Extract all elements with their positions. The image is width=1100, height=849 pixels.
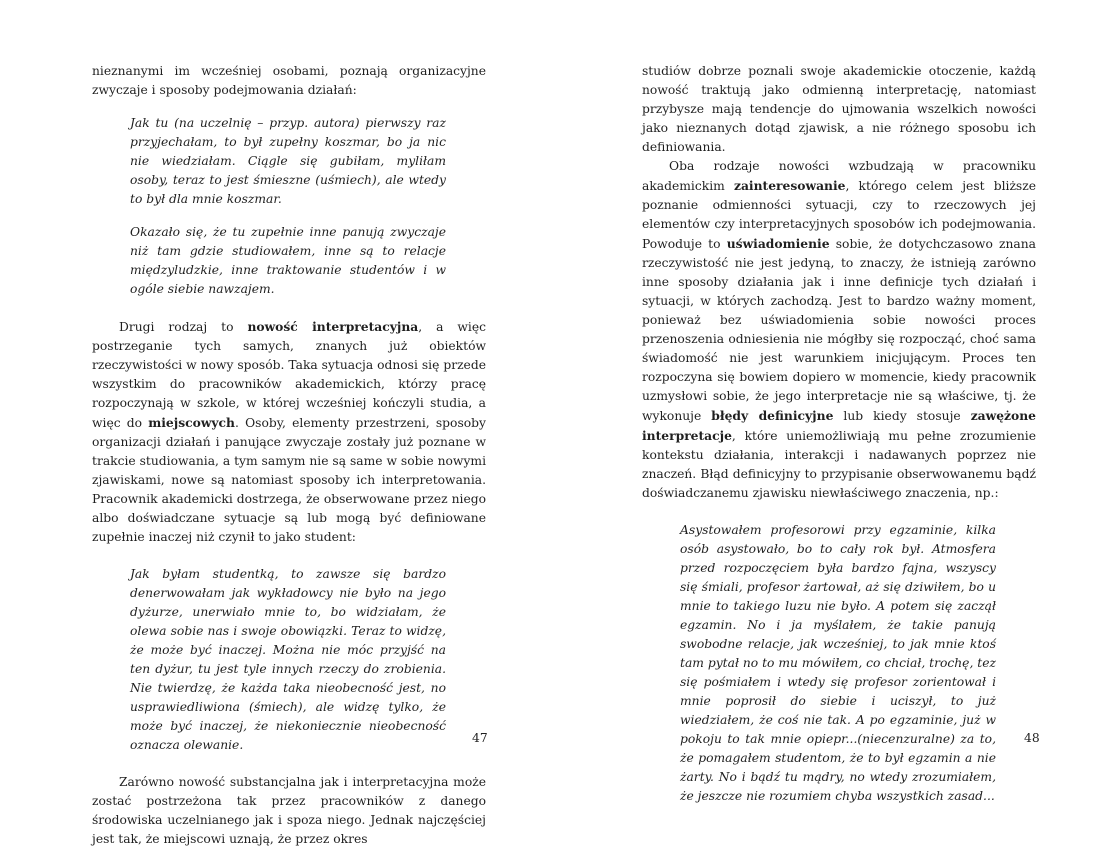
paragraph: nieznanymi im wcześniej osobami, poznają organizacyjne zwyczaje i sposoby podejmowania działań: <box>92 64 486 97</box>
text-run: , które uniemożliwiają mu pełne zrozumienie kontekstu działania, interakcji i nadawanych poprzez nie znaczeń. Błąd definicyjny to przypisanie obserwowanemu bądź doświadczanemu zjawisku niewłaściwego znaczenia, np.: <box>642 429 1036 500</box>
bold-term: nowość interpretacyjna <box>247 319 419 334</box>
text-run: , a więc postrzeganie tych samych, znanych już obiektów rzeczywistości w nowy sposób. Taka sytuacja odnosi się przede wszystkim do pracowników akademickich, którzy pracę rozpoczynają w szkole, w której wcześniej kończyli studia, a więc do <box>92 320 486 430</box>
paragraph <box>642 157 1036 503</box>
interview-quote: Okazało się, że tu zupełnie inne panują zwyczaje niż tam gdzie studiowałem, inne są to relacje międzyludzkie, inne traktowanie studentów i w ogóle siebie nawzajem. <box>130 225 446 296</box>
right-text-column <box>642 62 1036 806</box>
bold-term: zawężone interpretacje <box>642 408 1036 443</box>
interview-quote: Jak byłam studentką, to zawsze się bardzo denerwowałam jak wykładowcy nie było na jego dyżurze, unerwiało mnie to, bo widziałam, że olewa sobie nas i swoje obowiązki. Teraz to widzę, że może być inaczej. Można nie móc przyjść na ten dyżur, tu jest tyle innych rzeczy do zrobienia. Nie twierdzę, że każda taka nieobecność jest, no usprawiedliwiona (śmiech), ale widzę tylko, że może być inaczej, że niekoniecznie nieobecność oznacza olewanie. <box>130 567 446 752</box>
left-text-column <box>92 62 486 849</box>
right-page <box>550 0 1100 803</box>
left-page <box>0 0 550 846</box>
bold-term: błędy definicyjne <box>711 408 834 423</box>
text-run: Drugi rodzaj to <box>119 320 248 334</box>
text-run: sobie, że dotychczasowo znana rzeczywistość nie jest jedyną, to znaczy, że istnieją zarówno inne sposoby działania jak i inne definicje tych działań i sytuacji, w których zachodzą. Jest to bardzo ważny moment, ponieważ bez uświadomienia sobie nowości proces przenoszenia odniesienia nie mógłby się rozpocząć, choć sama świadomość nie jest warunkiem inicjującym. Proces ten rozpoczyna się bowiem dopiero w momencie, kiedy pracownik uzmysłowi sobie, że jego interpretacje nie są właściwe, tj. że wykonuje <box>642 237 1037 423</box>
paragraph: Zarówno nowość substancjalna jak i interpretacyjna może zostać postrzeżona tak przez pracowników z danego środowiska uczelnianego jak i spoza niego. Jednak najczęściej jest tak, że miejscowi uznają, że przez okres <box>92 775 486 846</box>
paragraph: studiów dobrze poznali swoje akademickie otoczenie, każdą nowość traktują jako odmienną interpretację, natomiast przybysze mają tendencje do ujmowania wszelkich nowości jako nieznanych dotąd zjawisk, a nie różnego sposobu ich definiowania. <box>642 64 1036 154</box>
bold-term: zainteresowanie <box>733 178 846 193</box>
paragraph <box>92 317 486 547</box>
page-number: 47 <box>472 731 488 745</box>
text-run: lub kiedy stosuje <box>833 409 971 423</box>
bold-term: uświadomienie <box>726 236 830 251</box>
interview-quote: Asystowałem profesorowi przy egzaminie, kilka osób asystowało, bo to cały rok był. Atmosfera przed rozpoczęciem była bardzo fajna, wszyscy się śmiali, profesor żartował, aż się dziwiłem, bo u mnie to takiego luzu nie było. A potem się zaczął egzamin. No i ja myślałem, że takie panują swobodne relacje, jak wcześniej, to jak mnie ktoś tam pytał no to mu mówiłem, co chciał, trochę, tez się pośmiałem i wtedy się profesor zorientował i mnie poprosił do siebie i uciszył, to już wiedziałem, że coś nie tak. A po egzaminie, już w pokoju to tak mnie opiepr...(niecenzuralne) za to, że pomagałem studentom, że to był egzamin a nie żarty. No i bądź tu mądry, no wtedy zrozumiałem, że jeszcze nie rozumiem chyba wszystkich zasad... <box>680 523 996 803</box>
text-run: Oba rodzaje nowości wzbudzają w pracowniku akademickim <box>642 159 1036 193</box>
interview-quote: Jak tu (na uczelnię – przyp. autora) pierwszy raz przyjechałam, to był zupełny koszmar, bo ja nic nie wiedziałam. Ciągle się gubiłam, myliłam osoby, teraz to jest śmieszne (uśmiech), ale wtedy to był dla mnie koszmar. <box>130 116 446 206</box>
text-run: . Osoby, elementy przestrzeni, sposoby organizacji działań i panujące zwyczaje zostały już poznane w trakcie studiowania, a tym samym nie są same w sobie nowymi zjawiskami, nowe są natomiast sposoby ich interpretowania. Pracownik akademicki dostrzega, że obserwowane przez niego albo doświadczane sytuacje są lub mogą być definiowane zupełnie inaczej niż czynił to jako student: <box>92 416 486 544</box>
text-run: , którego celem jest bliższe poznanie odmienności sytuacji, czy to rzeczowych jej elementów czy interpretacyjnych sposobów ich podejmowania. Powoduje to <box>642 179 1036 251</box>
page-number: 48 <box>1024 731 1040 745</box>
bold-term: miejscowych <box>148 415 235 430</box>
